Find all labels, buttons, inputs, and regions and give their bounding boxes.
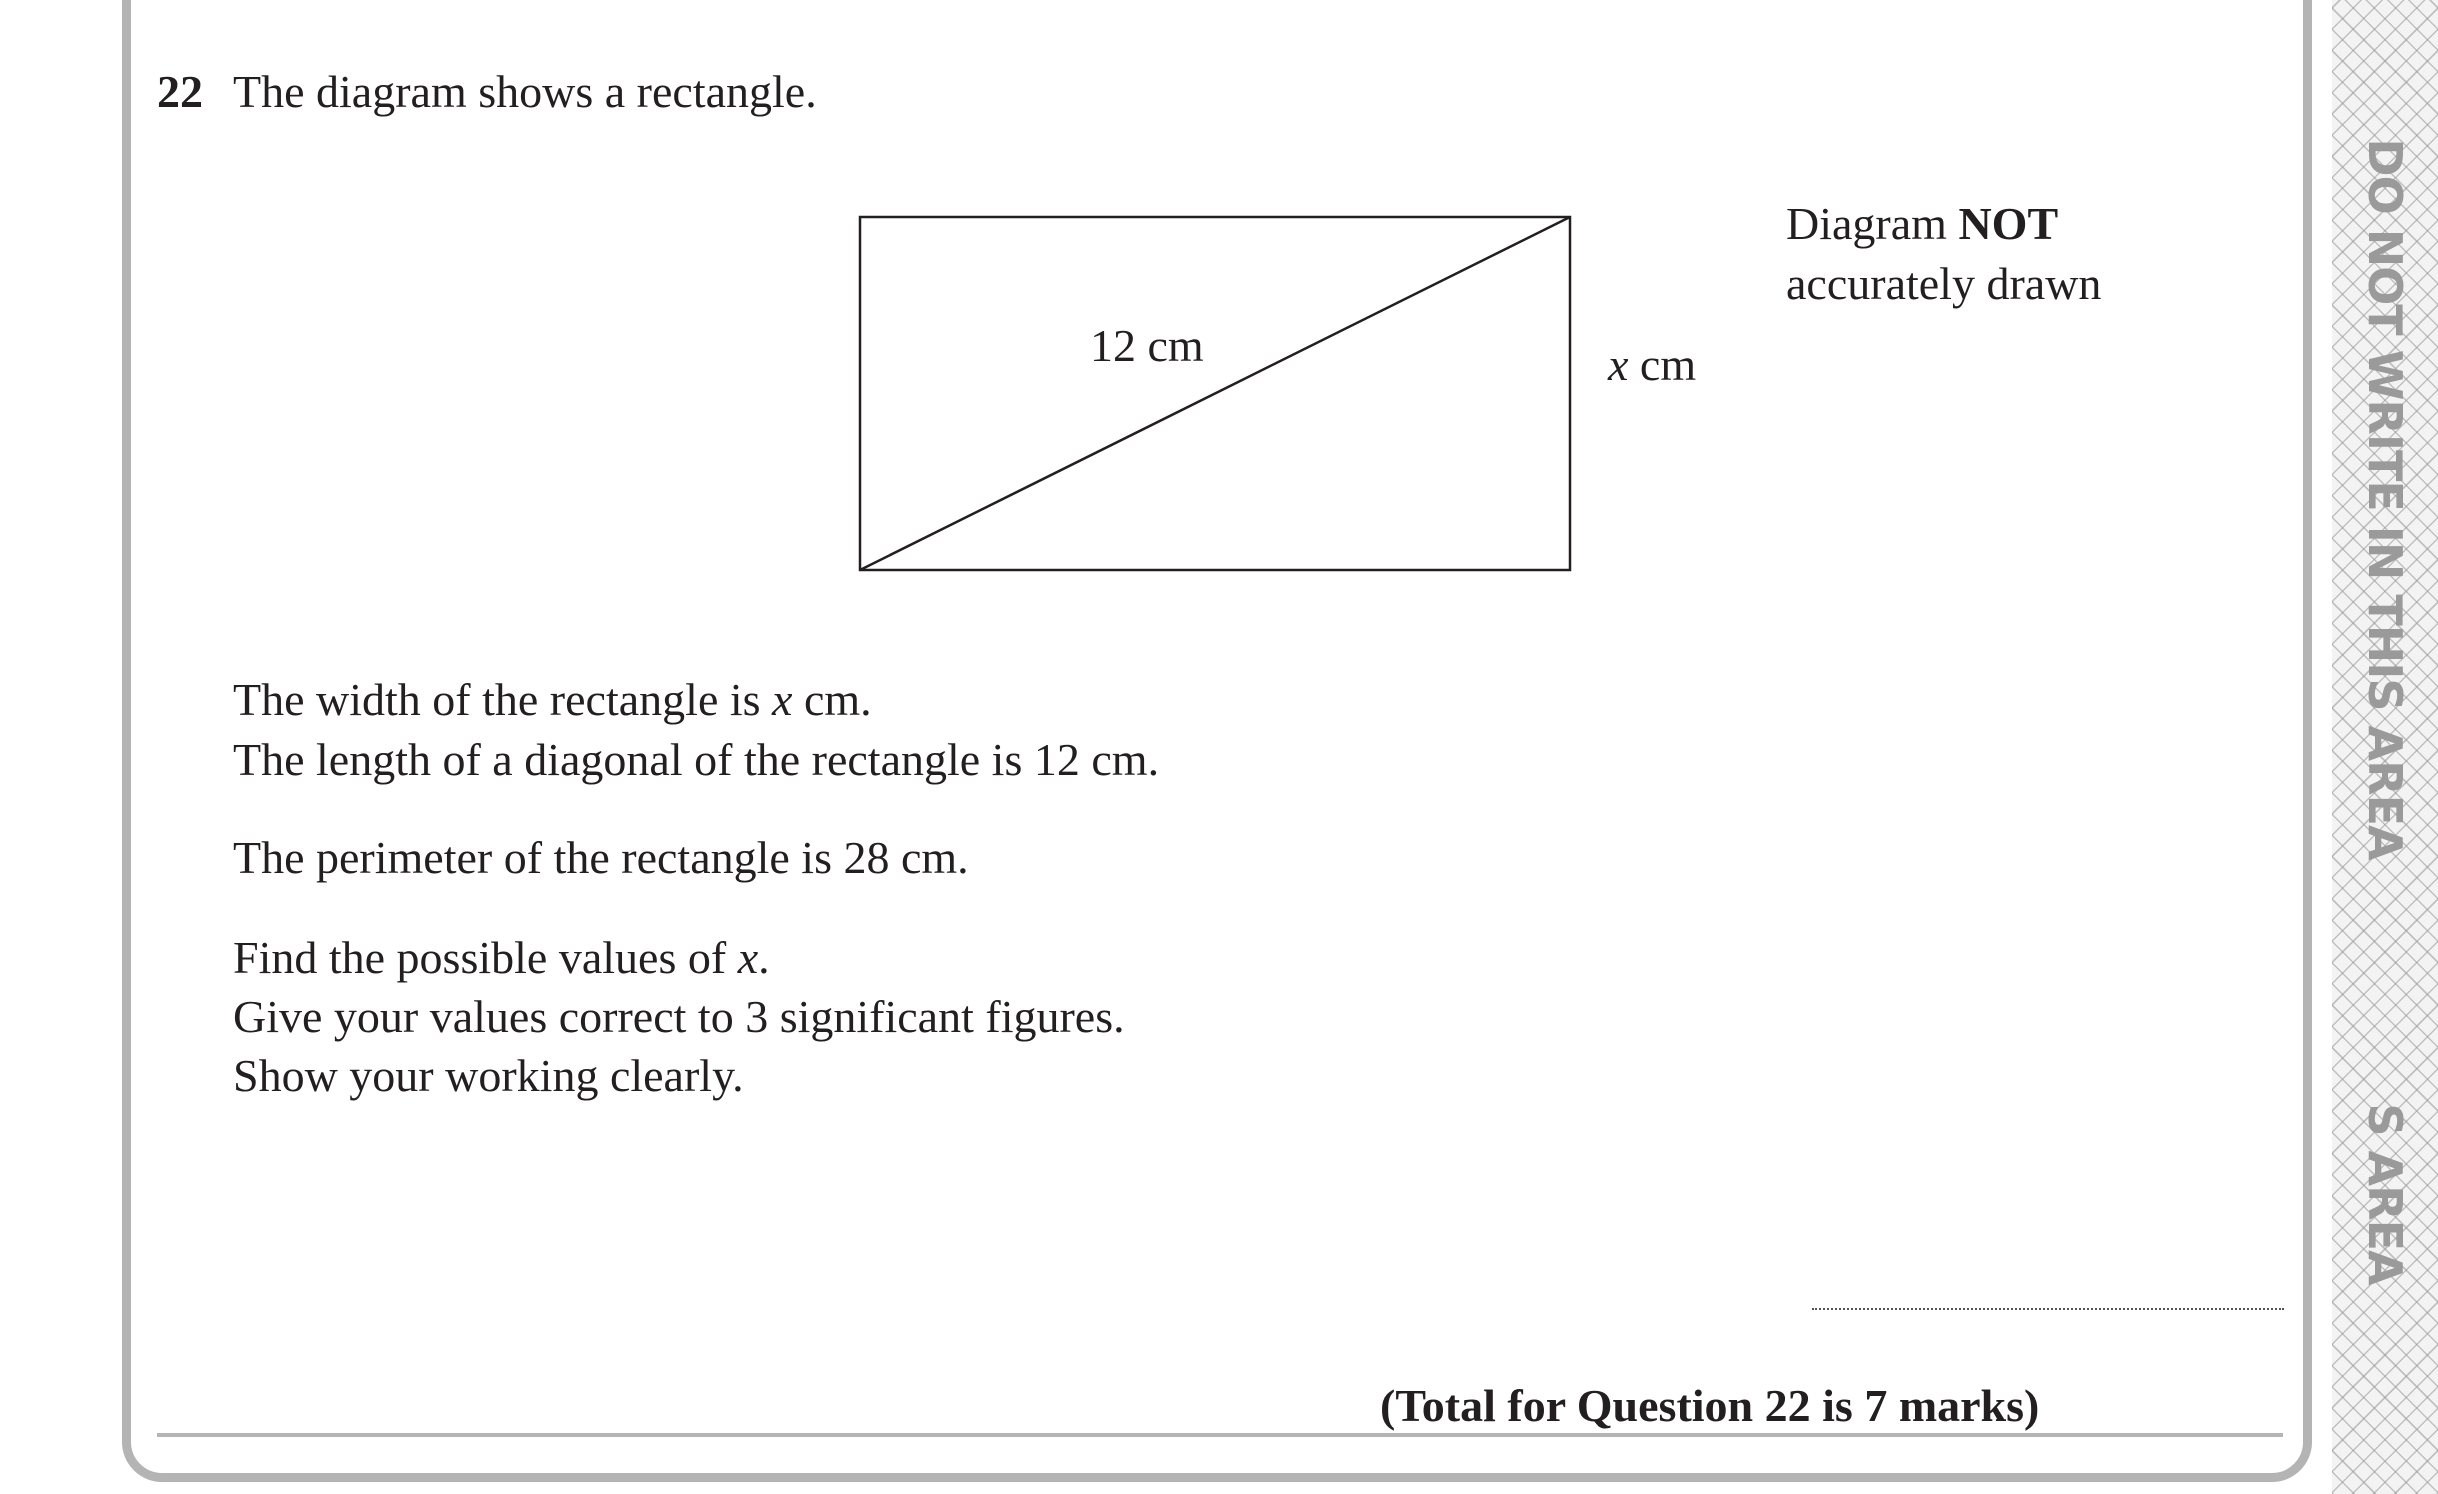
- side-label-unit: cm: [1628, 339, 1697, 390]
- answer-line[interactable]: [1812, 1308, 2284, 1310]
- find-text-pre: Find the possible values of: [233, 932, 738, 983]
- margin-warning-text: DO NOT WRITE IN THIS AREA: [2358, 138, 2412, 860]
- width-variable: x: [772, 674, 793, 725]
- perimeter-statement: The perimeter of the rectangle is 28 cm.: [233, 832, 969, 883]
- bottom-divider: [157, 1433, 2283, 1437]
- width-text-pre: The width of the rectangle is: [233, 674, 773, 725]
- margin-warning-text-partial: S AREA: [2358, 1103, 2412, 1285]
- sig-figs-instruction: Give your values correct to 3 significant figures.: [233, 991, 1125, 1042]
- working-instruction: Show your working clearly.: [233, 1050, 744, 1101]
- question-number: 22: [157, 66, 203, 117]
- find-variable: x: [737, 932, 759, 983]
- total-marks: (Total for Question 22 is 7 marks): [1380, 1380, 2040, 1431]
- find-instruction: [233, 928, 770, 988]
- note-line-2: accurately drawn: [1786, 258, 2102, 309]
- not-accurately-drawn-note: [1786, 194, 2101, 314]
- diagonal-statement: The length of a diagonal of the rectangle is 12 cm.: [233, 734, 1160, 785]
- question-intro: The diagram shows a rectangle.: [233, 66, 817, 117]
- side-label-variable: x: [1608, 339, 1629, 390]
- width-statement: [233, 670, 872, 730]
- find-text-post: .: [758, 932, 770, 983]
- note-prefix: Diagram: [1786, 198, 1959, 249]
- side-label: [1608, 337, 1696, 393]
- diagonal-label: 12 cm: [1090, 320, 1204, 371]
- note-bold: NOT: [1958, 198, 2059, 249]
- width-text-post: cm.: [792, 674, 872, 725]
- rectangle-diagonal: [860, 217, 1570, 570]
